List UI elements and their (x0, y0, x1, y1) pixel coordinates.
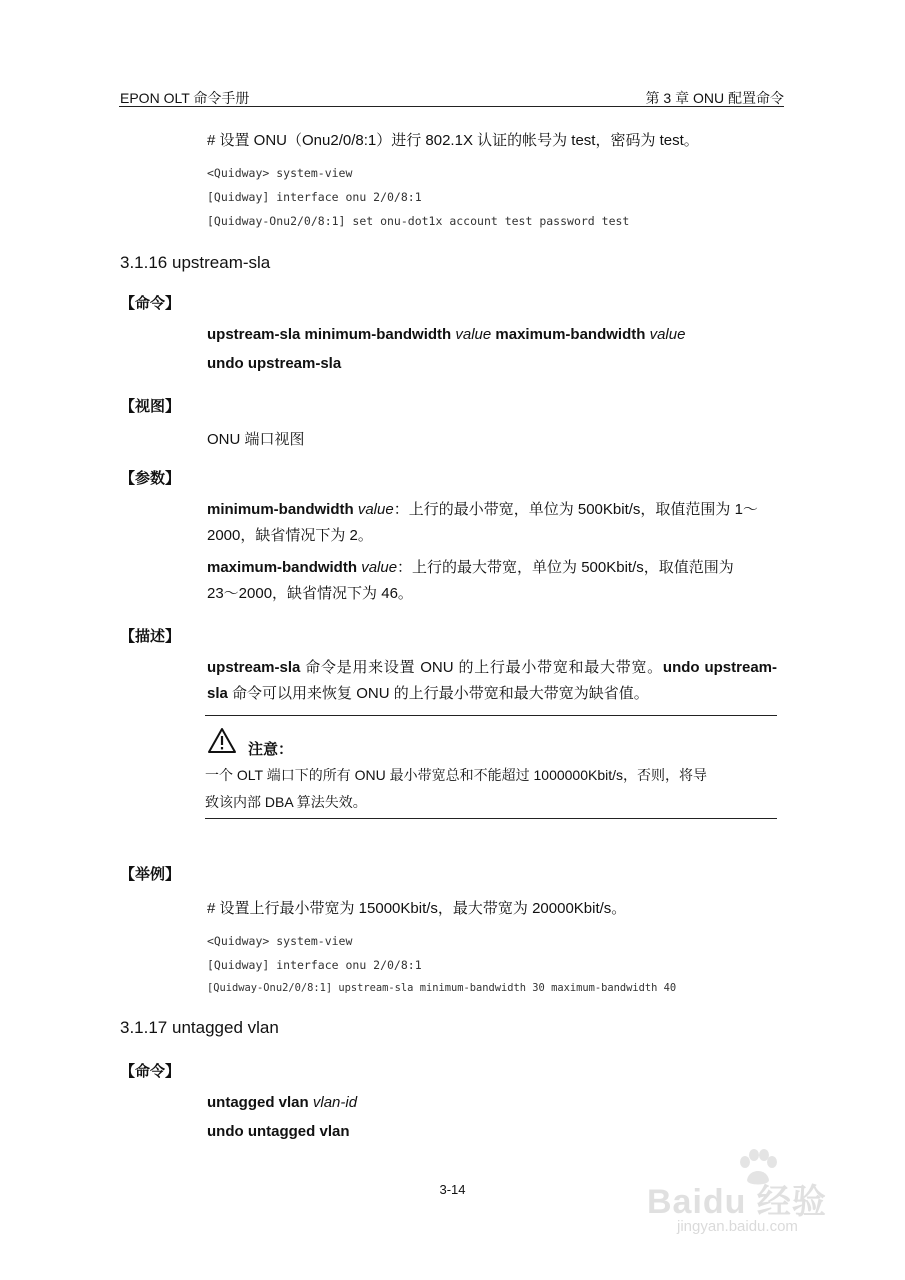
parameter-maximum-bandwidth (207, 555, 777, 607)
intro-example-description: # 设置 ONU（Onu2/0/8:1）进行 802.1X 认证的帐号为 test，密码为 test。 (207, 132, 699, 149)
example-code-line-3: [Quidway-Onu2/0/8:1] upstream-sla minimum-bandwidth 30 maximum-bandwidth 40 (207, 982, 677, 994)
cmd-argument: value (455, 326, 492, 343)
command-label-2: 【命令】 (120, 1063, 181, 1080)
cmd-argument: vlan-id (312, 1094, 358, 1111)
param-arg: value (361, 559, 398, 576)
note-body (205, 762, 777, 816)
param-desc-line-1: ：上行的最大带宽，单位为 500Kbit/s，取值范围为 (397, 559, 734, 576)
cmd-keyword: untagged vlan (207, 1094, 309, 1111)
description-label: 【描述】 (120, 628, 181, 645)
command-syntax-undo-upstream-sla (207, 355, 341, 372)
desc-keyword: upstream-sla (207, 659, 778, 702)
example-code-line-2: [Quidway] interface onu 2/0/8:1 (207, 958, 422, 972)
header-title-left: EPON OLT 命令手册 (120, 90, 250, 106)
param-name: minimum-bandwidth (207, 501, 354, 518)
view-text: ONU 端口视图 (207, 431, 305, 448)
header-divider (119, 106, 784, 107)
command-label: 【命令】 (120, 295, 181, 312)
desc-keyword: upstream-sla (207, 659, 301, 676)
note-title: 注意： (248, 741, 294, 758)
cmd-keyword: maximum-bandwidth (495, 326, 646, 343)
intro-code-line-2: [Quidway] interface onu 2/0/8:1 (207, 190, 422, 204)
param-name: maximum-bandwidth (207, 559, 358, 576)
intro-code-line-1: <Quidway> system-view (207, 166, 353, 180)
command-syntax-undo-untagged-vlan (207, 1123, 350, 1140)
example-description: # 设置上行最小带宽为 15000Kbit/s，最大带宽为 20000Kbit/s。 (207, 900, 627, 917)
header-title-right: 第 3 章 ONU 配置命令 (645, 90, 784, 106)
param-arg: value (357, 501, 394, 518)
desc-keyword: undo (662, 659, 700, 676)
note-line-1: 一个 OLT 端口下的所有 ONU 最小带宽总和不能超过 1000000Kbit/s，否则，将导 (205, 767, 708, 783)
note-line-2: 致该内部 DBA 算法失效。 (205, 794, 367, 810)
cmd-keyword: undo untagged vlan (207, 1123, 350, 1140)
command-syntax-untagged-vlan (207, 1094, 357, 1111)
note-bottom-rule (205, 818, 777, 819)
command-syntax-upstream-sla (207, 326, 685, 343)
warning-triangle-icon (207, 727, 237, 759)
desc-text-1: 命令是用来设置 ONU 的上行最小带宽和最大带宽。 (300, 659, 663, 676)
description-text (207, 655, 777, 707)
section-heading-upstream-sla: 3.1.16 upstream-sla (120, 253, 271, 272)
parameter-label: 【参数】 (120, 470, 181, 487)
intro-code-line-3: [Quidway-Onu2/0/8:1] set onu-dot1x account test password test (207, 214, 630, 228)
param-desc-line-2: 23～2000，缺省情况下为 46。 (207, 585, 413, 602)
cmd-keyword: undo upstream-sla (207, 355, 342, 372)
desc-text-2: 命令可以用来恢复 ONU 的上行最小带宽和最大带宽为缺省值。 (227, 685, 649, 702)
section-heading-untagged-vlan: 3.1.17 untagged vlan (120, 1018, 279, 1037)
parameter-minimum-bandwidth (207, 497, 777, 549)
view-label: 【视图】 (120, 398, 181, 415)
example-code-line-1: <Quidway> system-view (207, 934, 353, 948)
note-top-rule (205, 715, 777, 716)
example-label: 【举例】 (120, 866, 181, 883)
cmd-argument: value (649, 326, 686, 343)
param-desc-line-2: 2000，缺省情况下为 2。 (207, 527, 373, 544)
page-number: 3-14 (439, 1182, 466, 1197)
cmd-keyword: upstream-sla minimum-bandwidth (207, 326, 452, 343)
watermark-brand: Baidu 经验 (647, 1183, 827, 1221)
baidu-watermark (647, 1148, 847, 1238)
watermark-url: jingyan.baidu.com (677, 1218, 798, 1235)
param-desc-line-1: ：上行的最小带宽，单位为 500Kbit/s，取值范围为 1～ (393, 501, 758, 518)
